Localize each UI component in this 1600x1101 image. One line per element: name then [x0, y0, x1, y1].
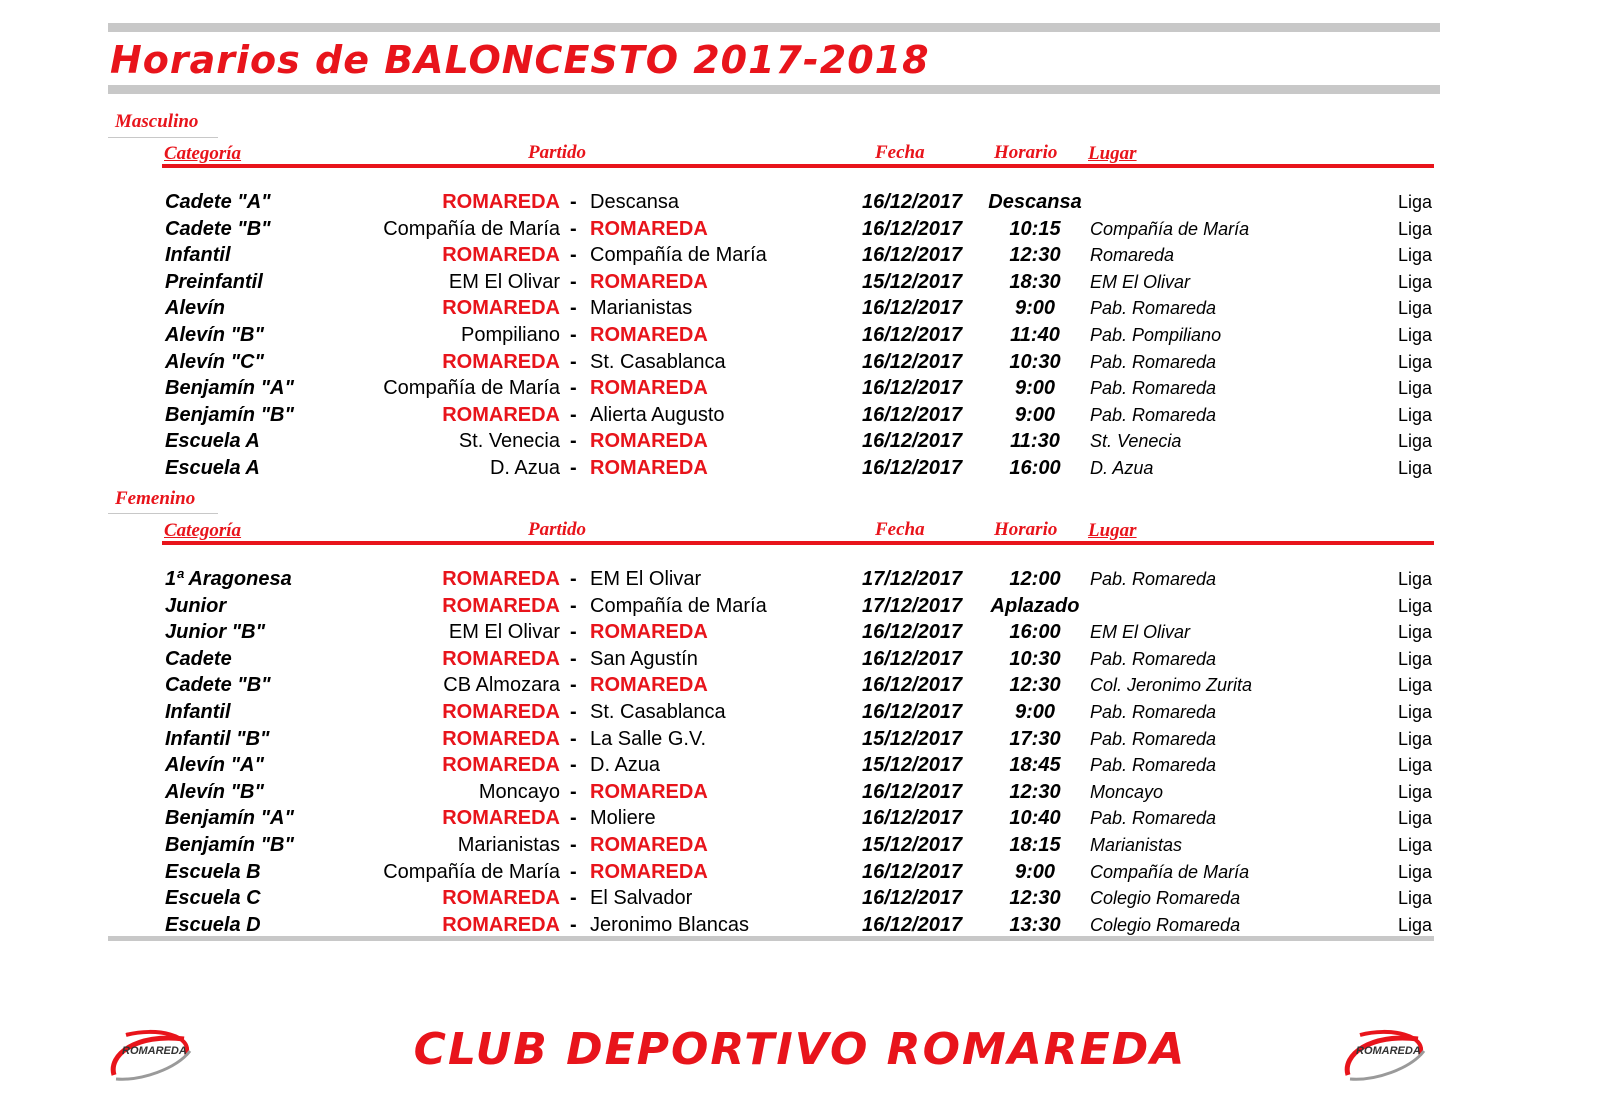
- away-team-cell: D. Azua: [590, 754, 661, 777]
- match-separator: -: [570, 457, 577, 479]
- masculino-header-line: [162, 164, 1434, 168]
- match-separator: -: [570, 430, 577, 453]
- table-row: [0, 779, 1600, 805]
- time-cell: 13:30: [1009, 913, 1061, 936]
- time-cell: 18:15: [1009, 834, 1061, 856]
- place-cell: Pab. Pompiliano: [1090, 325, 1222, 345]
- table-row: [0, 269, 1600, 295]
- competition-cell: Liga: [1398, 595, 1433, 616]
- time-cell: 12:00: [1009, 568, 1061, 590]
- competition-cell: Liga: [1398, 431, 1433, 452]
- place-cell: EM El Olivar: [1090, 622, 1191, 643]
- header-fecha: Fecha: [875, 142, 925, 163]
- home-team-cell: ROMAREDA: [442, 350, 560, 373]
- match-separator: -: [570, 807, 577, 830]
- date-cell: 15/12/2017: [862, 727, 963, 750]
- competition-cell: Liga: [1398, 781, 1433, 802]
- away-team-cell: St. Casablanca: [590, 350, 726, 373]
- time-cell: 11:40: [1010, 324, 1060, 346]
- time-cell: Descansa: [988, 191, 1082, 213]
- competition-cell: Liga: [1398, 648, 1433, 669]
- away-team-cell: La Salle G.V.: [590, 727, 707, 750]
- category-cell: Escuela A: [165, 457, 260, 479]
- home-team-cell: Marianistas: [457, 834, 560, 856]
- header-fecha: Fecha: [875, 519, 925, 540]
- match-separator: -: [570, 270, 577, 293]
- category-cell: Escuela B: [165, 860, 261, 883]
- away-team-cell: ROMAREDA: [590, 457, 708, 479]
- table-row: [0, 322, 1600, 348]
- away-team-cell: Compañía de María: [590, 244, 767, 267]
- away-team-cell: El Salvador: [590, 887, 693, 910]
- time-cell: 12:30: [1009, 674, 1061, 697]
- competition-cell: Liga: [1398, 378, 1433, 399]
- time-cell: 18:30: [1009, 270, 1061, 293]
- match-separator: -: [570, 568, 577, 590]
- date-cell: 15/12/2017: [862, 834, 963, 856]
- category-cell: Benjamín "A": [165, 377, 294, 400]
- category-cell: Infantil: [165, 244, 231, 267]
- date-cell: 16/12/2017: [862, 887, 963, 910]
- table-row: [0, 672, 1600, 698]
- place-cell: Pab. Romareda: [1090, 808, 1217, 829]
- category-cell: Junior: [165, 594, 227, 617]
- place-cell: Moncayo: [1090, 781, 1164, 802]
- date-cell: 16/12/2017: [862, 324, 963, 346]
- page-title: Horarios de BALONCESTO 2017-2018: [110, 38, 930, 82]
- home-team-cell: Compañía de María: [383, 217, 560, 240]
- place-cell: Pab. Romareda: [1090, 728, 1217, 749]
- home-team-cell: ROMAREDA: [442, 568, 560, 590]
- section-masculino-label: Masculino: [115, 111, 199, 132]
- home-team-cell: Pompiliano: [461, 324, 560, 346]
- competition-cell: Liga: [1398, 835, 1433, 855]
- time-cell: 18:45: [1009, 754, 1061, 777]
- match-separator: -: [570, 594, 577, 617]
- time-cell: 12:30: [1009, 887, 1061, 910]
- date-cell: 15/12/2017: [862, 754, 963, 777]
- place-cell: Marianistas: [1090, 835, 1183, 855]
- match-separator: -: [570, 647, 577, 670]
- away-team-cell: San Agustín: [590, 647, 698, 670]
- match-separator: -: [570, 727, 577, 750]
- away-team-cell: ROMAREDA: [590, 324, 708, 346]
- date-cell: 16/12/2017: [862, 217, 963, 240]
- place-cell: Pab. Romareda: [1090, 755, 1217, 776]
- home-team-cell: ROMAREDA: [442, 754, 560, 777]
- table-row: [0, 859, 1600, 885]
- home-team-cell: ROMAREDA: [442, 647, 560, 670]
- time-cell: 9:00: [1014, 377, 1056, 400]
- time-cell: 16:00: [1009, 457, 1061, 479]
- table-row: [0, 349, 1600, 375]
- table-row: [0, 455, 1600, 481]
- match-separator: -: [570, 297, 577, 320]
- table-row: [0, 189, 1600, 215]
- date-cell: 16/12/2017: [862, 457, 963, 479]
- category-cell: Cadete "A": [165, 191, 271, 213]
- section-femenino-label: Femenino: [115, 488, 196, 509]
- place-cell: Pab. Romareda: [1090, 351, 1217, 372]
- date-cell: 16/12/2017: [862, 701, 963, 723]
- category-cell: Junior "B": [165, 621, 266, 644]
- place-cell: Colegio Romareda: [1090, 888, 1241, 909]
- home-team-cell: EM El Olivar: [448, 270, 560, 293]
- date-cell: 16/12/2017: [862, 297, 963, 320]
- home-team-cell: ROMAREDA: [442, 297, 560, 320]
- time-cell: 10:40: [1009, 807, 1061, 830]
- category-cell: 1ª Aragonesa: [165, 568, 292, 590]
- competition-cell: Liga: [1398, 245, 1433, 266]
- place-cell: Romareda: [1090, 245, 1175, 266]
- table-row: [0, 805, 1600, 831]
- match-separator: -: [570, 780, 577, 803]
- competition-cell: Liga: [1398, 351, 1433, 372]
- competition-cell: Liga: [1398, 888, 1433, 909]
- away-team-cell: ROMAREDA: [590, 270, 708, 293]
- competition-cell: Liga: [1398, 702, 1433, 722]
- table-row: [0, 593, 1600, 619]
- category-cell: Alevín "B": [165, 780, 264, 803]
- match-separator: -: [570, 860, 577, 883]
- competition-cell: Liga: [1398, 728, 1433, 749]
- time-cell: Aplazado: [990, 594, 1080, 617]
- femenino-header-line: [162, 541, 1434, 545]
- time-cell: 12:30: [1009, 244, 1061, 267]
- date-cell: 16/12/2017: [862, 913, 963, 936]
- date-cell: 16/12/2017: [862, 807, 963, 830]
- time-cell: 9:00: [1014, 297, 1056, 320]
- time-cell: 9:00: [1014, 860, 1056, 883]
- competition-cell: Liga: [1398, 192, 1433, 212]
- header-lugar: Lugar: [1088, 143, 1137, 164]
- section-femenino-underline: [108, 513, 218, 514]
- place-cell: Pab. Romareda: [1090, 378, 1217, 399]
- home-team-cell: EM El Olivar: [448, 621, 560, 644]
- footer-club-name: CLUB DEPORTIVO ROMAREDA: [413, 1024, 1187, 1075]
- place-cell: Compañía de María: [1090, 218, 1250, 239]
- table-row: [0, 375, 1600, 401]
- home-team-cell: ROMAREDA: [442, 887, 560, 910]
- match-separator: -: [570, 754, 577, 777]
- competition-cell: Liga: [1398, 675, 1433, 696]
- competition-cell: Liga: [1398, 325, 1433, 345]
- category-cell: Preinfantil: [165, 270, 263, 293]
- home-team-cell: St. Venecia: [458, 430, 560, 453]
- header-categoria: Categoría: [164, 143, 242, 164]
- time-cell: 10:30: [1009, 647, 1061, 670]
- away-team-cell: ROMAREDA: [590, 860, 708, 883]
- date-cell: 17/12/2017: [862, 568, 963, 590]
- table-row: [0, 885, 1600, 911]
- section-masculino-underline: [108, 137, 218, 138]
- header-partido: Partido: [528, 142, 587, 163]
- home-team-cell: ROMAREDA: [442, 701, 560, 723]
- table-row: [0, 752, 1600, 778]
- table-row: [0, 912, 1600, 938]
- category-cell: Escuela D: [165, 913, 261, 936]
- header-partido: Partido: [528, 519, 587, 540]
- home-team-cell: Moncayo: [478, 780, 560, 803]
- competition-cell: Liga: [1398, 404, 1433, 425]
- home-team-cell: Compañía de María: [383, 377, 560, 400]
- date-cell: 16/12/2017: [862, 430, 963, 453]
- header-horario: Horario: [994, 519, 1058, 540]
- match-separator: -: [570, 913, 577, 936]
- category-cell: Cadete: [165, 647, 232, 670]
- table-row: [0, 699, 1600, 725]
- logo-text: ROMAREDA: [1356, 1045, 1421, 1057]
- away-team-cell: ROMAREDA: [590, 834, 708, 856]
- competition-cell: Liga: [1398, 458, 1433, 478]
- home-team-cell: ROMAREDA: [442, 191, 560, 213]
- place-cell: St. Venecia: [1090, 431, 1182, 452]
- competition-cell: Liga: [1398, 622, 1433, 643]
- home-team-cell: CB Almozara: [443, 674, 560, 697]
- table-row: [0, 295, 1600, 321]
- competition-cell: Liga: [1398, 914, 1433, 935]
- category-cell: Benjamín "B": [165, 403, 294, 426]
- time-cell: 17:30: [1009, 727, 1061, 750]
- date-cell: 16/12/2017: [862, 860, 963, 883]
- away-team-cell: ROMAREDA: [590, 377, 708, 400]
- away-team-cell: Marianistas: [590, 297, 693, 320]
- home-team-cell: ROMAREDA: [442, 594, 560, 617]
- match-separator: -: [570, 621, 577, 644]
- date-cell: 17/12/2017: [862, 594, 963, 617]
- date-cell: 16/12/2017: [862, 377, 963, 400]
- home-team-cell: D. Azua: [489, 457, 560, 479]
- table-row: [0, 242, 1600, 268]
- category-cell: Cadete "B": [165, 674, 271, 697]
- place-cell: D. Azua: [1090, 458, 1154, 478]
- category-cell: Escuela A: [165, 430, 260, 453]
- time-cell: 11:30: [1010, 430, 1060, 453]
- competition-cell: Liga: [1398, 218, 1433, 239]
- table-row: [0, 428, 1600, 454]
- place-cell: Pab. Romareda: [1090, 569, 1217, 589]
- top-bar: [108, 23, 1440, 32]
- away-team-cell: Moliere: [590, 807, 656, 830]
- place-cell: Pab. Romareda: [1090, 648, 1217, 669]
- date-cell: 16/12/2017: [862, 350, 963, 373]
- table-row: [0, 832, 1600, 858]
- table-row: [0, 646, 1600, 672]
- away-team-cell: St. Casablanca: [590, 701, 726, 723]
- time-cell: 9:00: [1014, 403, 1056, 426]
- match-separator: -: [570, 377, 577, 400]
- place-cell: Pab. Romareda: [1090, 298, 1217, 319]
- date-cell: 16/12/2017: [862, 244, 963, 267]
- match-separator: -: [570, 403, 577, 426]
- time-cell: 10:15: [1009, 217, 1061, 240]
- competition-cell: Liga: [1398, 808, 1433, 829]
- date-cell: 16/12/2017: [862, 647, 963, 670]
- place-cell: EM El Olivar: [1090, 271, 1191, 292]
- match-separator: -: [570, 834, 577, 856]
- match-separator: -: [570, 701, 577, 723]
- away-team-cell: ROMAREDA: [590, 674, 708, 697]
- place-cell: Col. Jeronimo Zurita: [1090, 675, 1253, 696]
- time-cell: 10:30: [1009, 350, 1061, 373]
- category-cell: Cadete "B": [165, 217, 271, 240]
- away-team-cell: EM El Olivar: [590, 568, 702, 590]
- home-team-cell: ROMAREDA: [442, 727, 560, 750]
- table-row: [0, 216, 1600, 242]
- away-team-cell: Compañía de María: [590, 594, 767, 617]
- table-row: [0, 402, 1600, 428]
- logo-text: ROMAREDA: [122, 1045, 187, 1057]
- away-team-cell: ROMAREDA: [590, 780, 708, 803]
- place-cell: Pab. Romareda: [1090, 404, 1217, 425]
- away-team-cell: Alierta Augusto: [590, 403, 725, 426]
- place-cell: Compañía de María: [1090, 861, 1250, 882]
- place-cell: Colegio Romareda: [1090, 914, 1241, 935]
- date-cell: 15/12/2017: [862, 270, 963, 293]
- away-team-cell: Jeronimo Blancas: [590, 913, 749, 936]
- match-separator: -: [570, 324, 577, 346]
- competition-cell: Liga: [1398, 861, 1433, 882]
- date-cell: 16/12/2017: [862, 403, 963, 426]
- date-cell: 16/12/2017: [862, 191, 963, 213]
- match-separator: -: [570, 244, 577, 267]
- match-separator: -: [570, 217, 577, 240]
- table-bottom-bar: [108, 936, 1434, 941]
- table-row: [0, 619, 1600, 645]
- home-team-cell: ROMAREDA: [442, 403, 560, 426]
- competition-cell: Liga: [1398, 755, 1433, 776]
- category-cell: Infantil "B": [165, 727, 270, 750]
- date-cell: 16/12/2017: [862, 674, 963, 697]
- match-separator: -: [570, 350, 577, 373]
- time-cell: 9:00: [1014, 701, 1056, 723]
- competition-cell: Liga: [1398, 271, 1433, 292]
- title-underline-bar: [108, 85, 1440, 94]
- home-team-cell: ROMAREDA: [442, 913, 560, 936]
- table-row: [0, 566, 1600, 592]
- place-cell: Pab. Romareda: [1090, 702, 1217, 722]
- time-cell: 16:00: [1009, 621, 1061, 644]
- away-team-cell: ROMAREDA: [590, 430, 708, 453]
- category-cell: Alevín "B": [165, 324, 264, 346]
- category-cell: Alevín "C": [165, 350, 264, 373]
- category-cell: Benjamín "A": [165, 807, 294, 830]
- club-logo-right: [1340, 1025, 1430, 1085]
- home-team-cell: ROMAREDA: [442, 807, 560, 830]
- category-cell: Infantil: [165, 701, 231, 723]
- category-cell: Benjamín "B": [165, 834, 294, 856]
- date-cell: 16/12/2017: [862, 780, 963, 803]
- match-separator: -: [570, 674, 577, 697]
- category-cell: Alevín "A": [165, 754, 264, 777]
- competition-cell: Liga: [1398, 569, 1433, 589]
- home-team-cell: ROMAREDA: [442, 244, 560, 267]
- category-cell: Alevín: [165, 297, 226, 320]
- header-categoria: Categoría: [164, 520, 242, 541]
- match-separator: -: [570, 887, 577, 910]
- category-cell: Escuela C: [165, 887, 261, 910]
- match-separator: -: [570, 191, 577, 213]
- away-team-cell: ROMAREDA: [590, 621, 708, 644]
- date-cell: 16/12/2017: [862, 621, 963, 644]
- competition-cell: Liga: [1398, 298, 1433, 319]
- header-horario: Horario: [994, 142, 1058, 163]
- time-cell: 12:30: [1009, 780, 1061, 803]
- away-team-cell: ROMAREDA: [590, 217, 708, 240]
- header-lugar: Lugar: [1088, 520, 1137, 541]
- home-team-cell: Compañía de María: [383, 860, 560, 883]
- table-row: [0, 726, 1600, 752]
- away-team-cell: Descansa: [590, 191, 679, 213]
